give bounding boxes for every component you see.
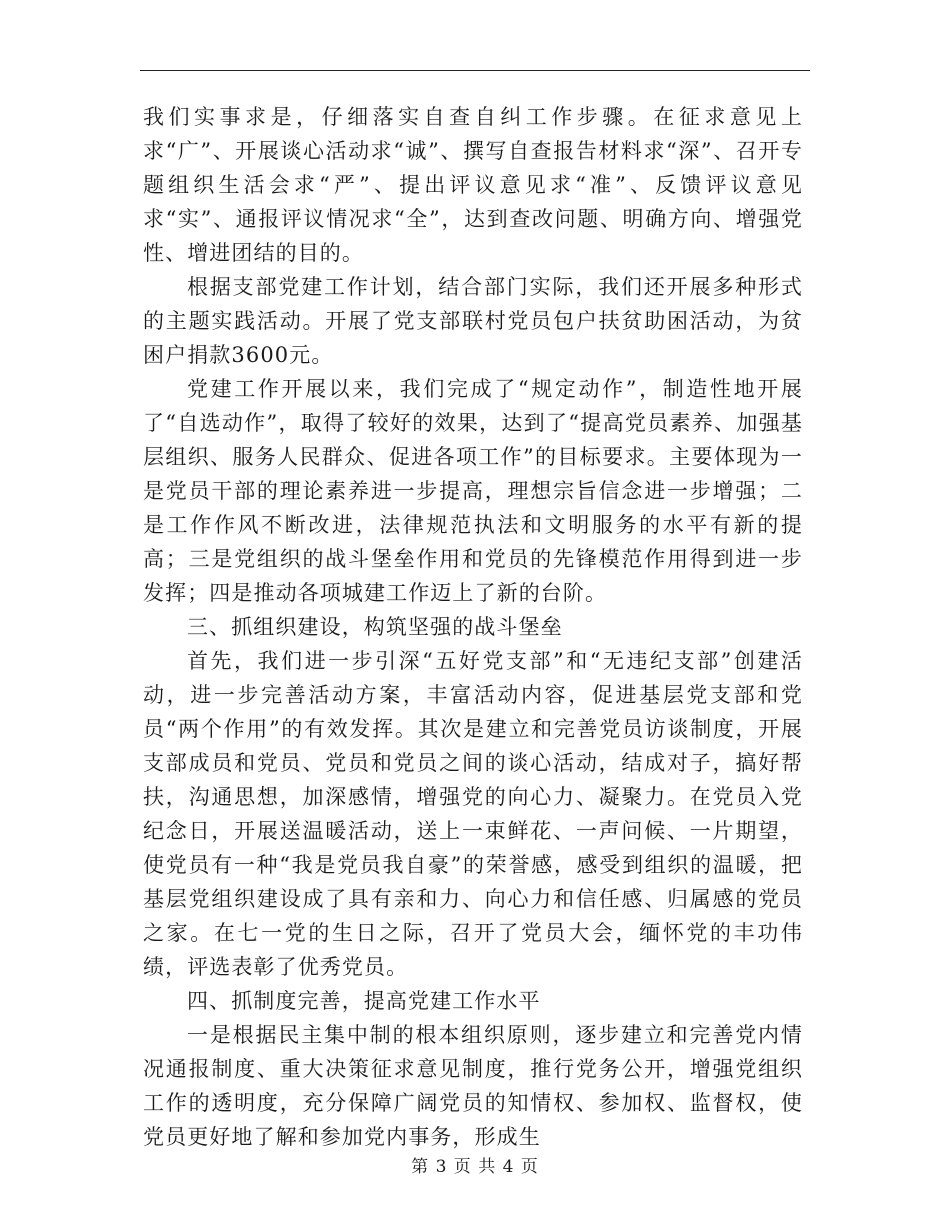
paragraph: 首先，我们进一步引深“五好党支部”和“无违纪支部”创建活动，进一步完善活动方案，丰富活动内容，促进基层党支部和党员“两个作用”的有效发挥。其次是建立和完善党员访谈制度，开展支部成员和党员、党员和党员之间的谈心活动，结成对子，搞好帮扶，沟通思想，加深感情，增强党的向心力、凝聚力。在党员入党纪念日，开展送温暖活动，送上一束鲜花、一声问候、一片期望，使党员有一种“我是党员我自豪”的荣誉感，感受到组织的温暖，把基层党组织建设成了具有亲和力、向心力和信任感、归属感的党员之家。在七一党的生日之际，召开了党员大会，缅怀党的丰功伟绩，评选表彰了优秀党员。 bbox=[143, 649, 803, 979]
document-body bbox=[143, 100, 803, 1154]
paragraph: 一是根据民主集中制的根本组织原则，逐步建立和完善党内情况通报制度、重大决策征求意见制度，推行党务公开，增强党组织工作的透明度，充分保障广阔党员的知情权、参加权、监督权，使党员更好地了解和参加党内事务，形成生 bbox=[143, 1023, 803, 1149]
paragraph: 根据支部党建工作计划，结合部门实际，我们还开展多种形式的主题实践活动。开展了党支部联村党员包户扶贫助困活动，为贫困户捐款3600元。 bbox=[143, 275, 803, 367]
section-heading: 四、抓制度完善，提高党建工作水平 bbox=[187, 989, 541, 1013]
section-heading: 三、抓组织建设，构筑坚强的战斗堡垒 bbox=[187, 615, 563, 639]
header-rule bbox=[140, 70, 810, 71]
page-footer: 第 3 页 共 4 页 bbox=[411, 1157, 539, 1177]
paragraph: 我们实事求是，仔细落实自查自纠工作步骤。在征求意见上求“广”、开展谈心活动求“诚”、撰写自查报告材料求“深”、召开专题组织生活会求“严”、提出评议意见求“准”、反馈评议意见求“实”、通报评议情况求“全”，达到查改问题、明确方向、增强党性、增进团结的目的。 bbox=[143, 105, 803, 265]
paragraph: 党建工作开展以来，我们完成了“规定动作”，制造性地开展了“自选动作”，取得了较好的效果，达到了“提高党员素养、加强基层组织、服务人民群众、促进各项工作”的目标要求。主要体现为一是党员干部的理论素养进一步提高，理想宗旨信念进一步增强；二是工作作风不断改进，法律规范执法和文明服务的水平有新的提高；三是党组织的战斗堡垒作用和党员的先锋模范作用得到进一步发挥；四是推动各项城建工作迈上了新的台阶。 bbox=[143, 377, 803, 605]
